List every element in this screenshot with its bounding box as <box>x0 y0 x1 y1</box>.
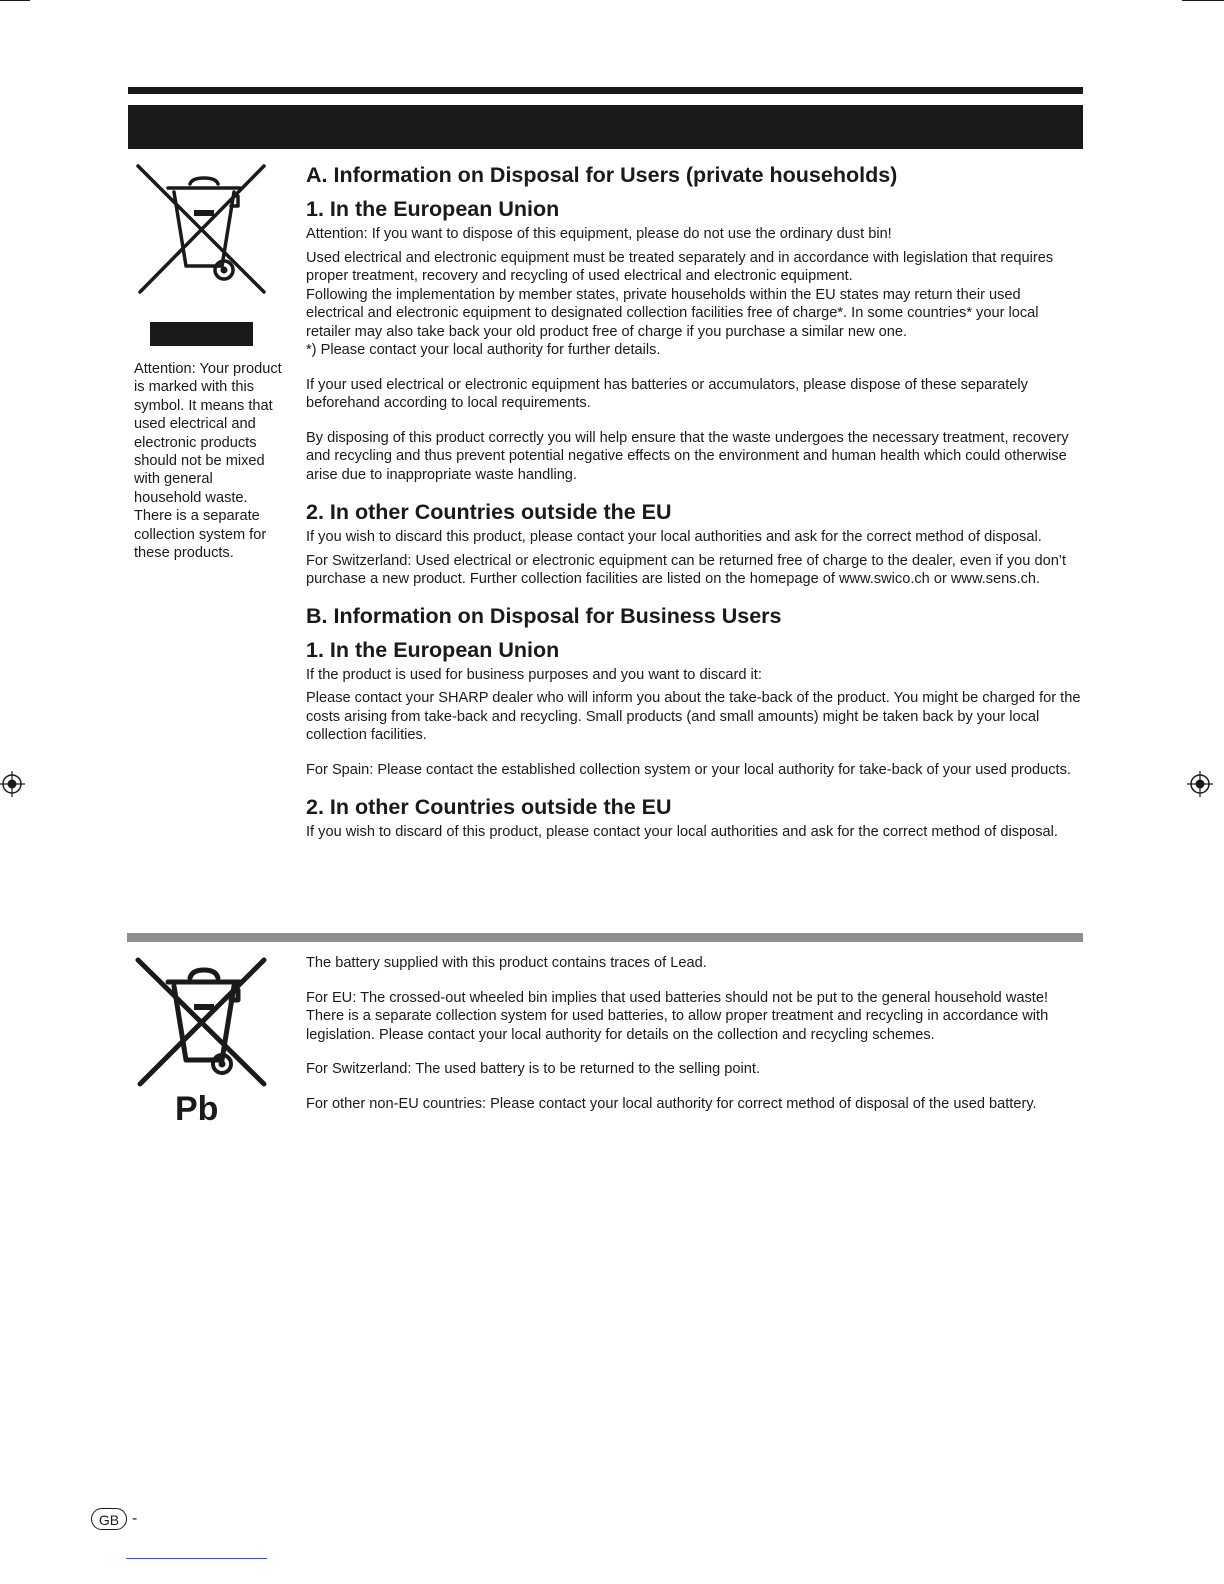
top-rule <box>128 87 1083 94</box>
crop-mark-top-right <box>1182 0 1224 1</box>
crossed-out-wheelie-bin-icon <box>134 162 270 298</box>
section-b-eu-heading: 1. In the European Union <box>306 637 560 662</box>
paragraph: Please contact your SHARP dealer who will inform you about the take-back of the product. You might be charged for the costs arising from take-back and recycling. Small products (and small amounts) might be taken back by your local collection facilities. <box>306 690 1081 743</box>
crop-mark-top-left <box>0 0 30 1</box>
footer-underline <box>126 1558 267 1559</box>
crossed-out-battery-bin-icon <box>134 956 270 1090</box>
page-number-separator: - <box>132 1510 138 1527</box>
sidebar-label-bar <box>150 322 253 346</box>
section-a-eu-heading: 1. In the European Union <box>306 197 560 221</box>
paragraph: For EU: The crossed-out wheeled bin implies that used batteries should not be put to the general household waste! There is a separate collection system for used batteries, to allow proper treatment and recycling in accordance with legislation. Please contact your local authority for details on the collection and recycling schemes. <box>306 989 1049 1043</box>
paragraph: For Switzerland: The used battery is to be returned to the selling point. <box>306 1061 761 1077</box>
registration-mark-left-icon <box>0 771 25 797</box>
paragraph: The battery supplied with this product contains traces of Lead. <box>306 955 707 971</box>
paragraph: If the product is used for business purposes and you want to discard it: <box>306 666 762 683</box>
lead-symbol-label: Pb <box>175 1090 219 1128</box>
paragraph: Following the implementation by member states, private households within the EU states may return their used electrical and electronic equipment to designated collection facilities free of charge*. In some countries* your local retailer may also take back your old product free of charge if you purchase a similar new one. <box>306 286 1039 340</box>
battery-section <box>306 954 1081 1113</box>
paragraph: If you wish to discard of this product, please contact your local authorities and ask for the correct method of disposal. <box>306 824 1058 840</box>
paragraph: Attention: If you want to dispose of this equipment, please do not use the ordinary dust bin! <box>306 226 892 242</box>
paragraph: For other non-EU countries: Please contact your local authority for correct method of disposal of the used battery. <box>306 1095 1037 1112</box>
paragraph: If you wish to discard this product, please contact your local authorities and ask for the correct method of disposal. <box>306 529 1042 545</box>
section-a-other-heading: 2. In other Countries outside the EU <box>306 500 672 524</box>
section-b-other-heading: 2. In other Countries outside the EU <box>306 795 672 819</box>
paragraph: Used electrical and electronic equipment must be treated separately and in accordance with legislation that requires proper treatment, recovery and recycling of used electrical and electronic equipment. <box>306 249 1054 284</box>
country-badge: GB <box>91 1508 127 1530</box>
title-bar <box>128 105 1083 149</box>
registration-mark-right-icon <box>1187 771 1213 797</box>
section-divider <box>127 933 1083 942</box>
paragraph: By disposing of this product correctly you will help ensure that the waste undergoes the necessary treatment, recovery and recycling and thus prevent potential negative effects on the environment and human health which could otherwise arise due to inappropriate waste handling. <box>306 429 1069 483</box>
section-b-heading: B. Information on Disposal for Business Users <box>306 603 782 628</box>
paragraph: For Switzerland: Used electrical or electronic equipment can be returned free of charge to the dealer, even if you don’t purchase a new product. Further collection facilities are listed on the homepage of www.swico.ch or www.sens.ch. <box>306 552 1067 587</box>
paragraph: For Spain: Please contact the established collection system or your local authority for take-back of your used products. <box>306 761 1071 778</box>
sidebar-note: Attention: Your product is marked with this symbol. It means that used electrical and electronic products should not be mixed with general household waste. There is a separate collection system for these products. <box>134 361 282 562</box>
paragraph: If your used electrical or electronic equipment has batteries or accumulators, please dispose of these separately beforehand according to local requirements. <box>306 376 1028 411</box>
paragraph: *) Please contact your local authority for further details. <box>306 342 661 358</box>
section-a-heading: A. Information on Disposal for Users (private households) <box>306 163 898 187</box>
main-content <box>306 160 1081 842</box>
